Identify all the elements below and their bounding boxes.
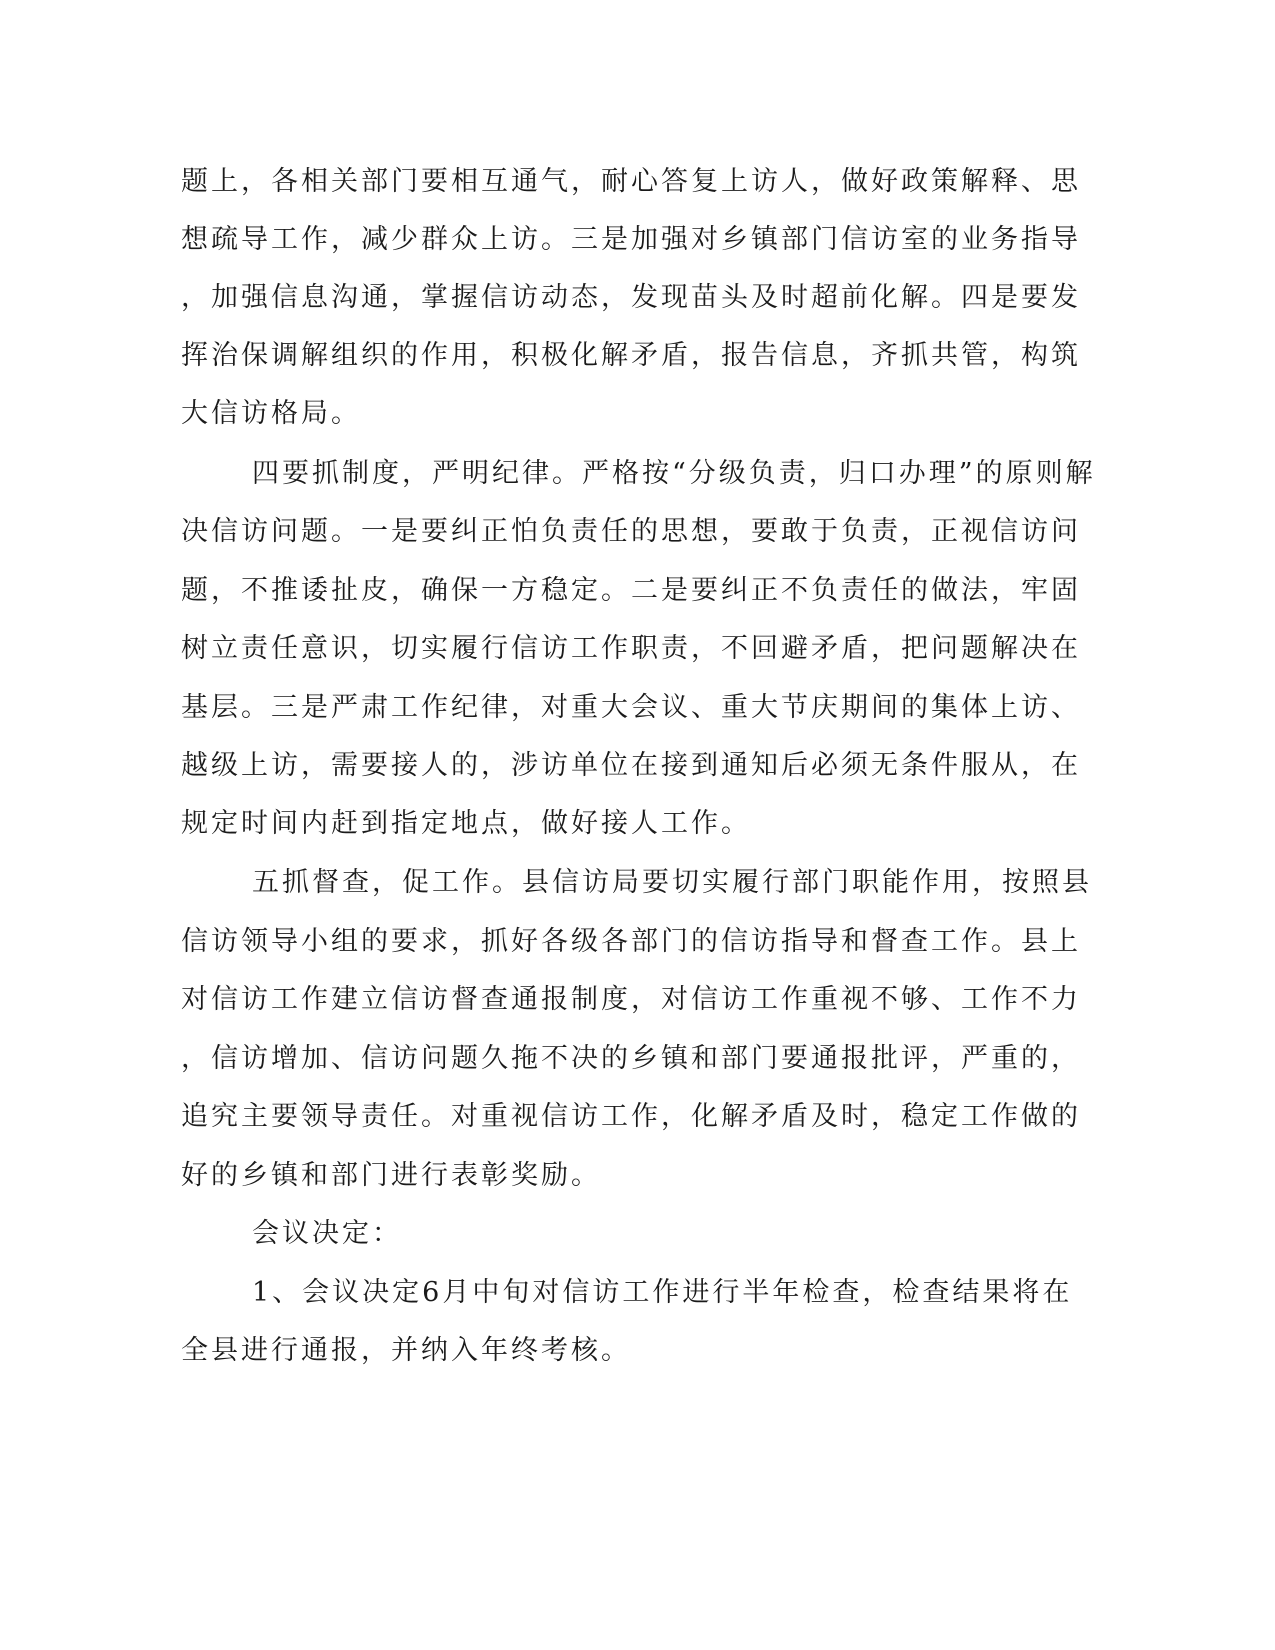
- text-line: ，信访增加、信访问题久拖不决的乡镇和部门要通报批评，严重的，: [181, 1043, 1081, 1074]
- text-line: 追究主要领导责任。对重视信访工作，化解矛盾及时，稳定工作做的: [181, 1101, 1081, 1132]
- text-line: 规定时间内赶到指定地点，做好接人工作。: [181, 808, 751, 839]
- paragraph-first-line: 1、会议决定6月中旬对信访工作进行半年检查，检查结果将在: [252, 1277, 1073, 1308]
- text-line: 题上，各相关部门要相互通气，耐心答复上访人，做好政策解释、思: [181, 166, 1081, 197]
- text-line: 全县进行通报，并纳入年终考核。: [181, 1335, 631, 1366]
- text-line: 决信访问题。一是要纠正怕负责任的思想，要敢于负责，正视信访问: [181, 516, 1081, 547]
- text-line: 好的乡镇和部门进行表彰奖励。: [181, 1160, 601, 1191]
- text-line: 信访领导小组的要求，抓好各级各部门的信访指导和督查工作。县上: [181, 926, 1081, 957]
- text-line: 想疏导工作，减少群众上访。三是加强对乡镇部门信访室的业务指导: [181, 224, 1081, 255]
- text-line: 大信访格局。: [181, 398, 361, 429]
- section-heading: 会议决定：: [252, 1218, 402, 1249]
- paragraph-first-line: 四要抓制度，严明纪律。严格按“分级负责，归口办理”的原则解: [252, 458, 1096, 489]
- text-line: 树立责任意识，切实履行信访工作职责，不回避矛盾，把问题解决在: [181, 633, 1081, 664]
- text-line: 对信访工作建立信访督查通报制度，对信访工作重视不够、工作不力: [181, 984, 1081, 1015]
- text-line: 基层。三是严肃工作纪律，对重大会议、重大节庆期间的集体上访、: [181, 692, 1081, 723]
- text-line: 挥治保调解组织的作用，积极化解矛盾，报告信息，齐抓共管，构筑: [181, 340, 1081, 371]
- paragraph-first-line: 五抓督查，促工作。县信访局要切实履行部门职能作用，按照县: [252, 867, 1092, 898]
- text-line: 越级上访，需要接人的，涉访单位在接到通知后必须无条件服从，在: [181, 750, 1081, 781]
- text-line: ，加强信息沟通，掌握信访动态，发现苗头及时超前化解。四是要发: [181, 282, 1081, 313]
- text-line: 题，不推诿扯皮，确保一方稳定。二是要纠正不负责任的做法，牢固: [181, 575, 1081, 606]
